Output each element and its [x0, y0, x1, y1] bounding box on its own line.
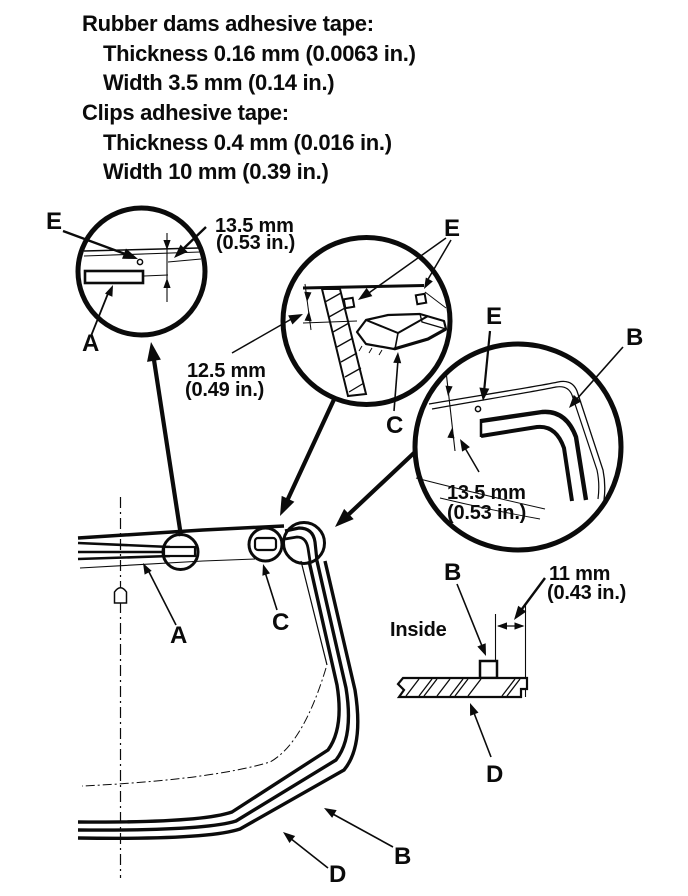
detail-circle-clip: [283, 238, 450, 405]
label-b-xsection-arrowhead: [477, 643, 490, 657]
label-d-xsection-arrowhead: [466, 701, 479, 715]
label-a-windshield: A: [170, 622, 188, 649]
mirror-bracket-mark: [115, 588, 127, 603]
label-e-clip: E: [444, 215, 461, 242]
connector-arrow-left-head: [144, 341, 161, 362]
spec-rubber-width: Width 3.5 mm (0.14 in.): [103, 70, 335, 95]
cross-section-drawing: [390, 559, 626, 788]
detail-circle-corner: [415, 344, 621, 550]
label-b-xsection: B: [444, 559, 462, 586]
spec-rubber-heading: Rubber dams adhesive tape:: [82, 11, 374, 36]
dim-molding-leader: [519, 578, 545, 613]
rubber-dam-end-bar: [164, 547, 195, 556]
rubber-dam-bar: [85, 271, 143, 283]
label-d-xsection: D: [486, 761, 504, 788]
glass-inner-curve: [82, 668, 326, 786]
pilot-hole-square-2: [416, 294, 426, 304]
dim-corner-offset-in: (0.53 in.): [447, 502, 527, 524]
dim-strip-width-in: (0.49 in.): [185, 379, 265, 401]
molding-block: [480, 661, 497, 678]
label-e-dam: E: [46, 208, 63, 235]
clip-hole-mark: [137, 259, 142, 264]
detail-circle-dam: [78, 208, 205, 335]
label-inside: Inside: [390, 619, 447, 641]
connector-arrow-middle-head: [274, 496, 295, 519]
label-b-corner: B: [626, 324, 644, 351]
connector-arrow-right: [348, 452, 415, 515]
corner-hole-mark: [475, 406, 480, 411]
spec-clips-thickness: Thickness 0.4 mm (0.016 in.): [103, 130, 392, 155]
dim-dam-offset-in: (0.53 in.): [216, 232, 296, 254]
spec-rubber-thickness: Thickness 0.16 mm (0.0063 in.): [103, 41, 416, 66]
xsection-dim-arrow-left: [497, 622, 507, 629]
xsection-dim-arrow-right: [515, 622, 525, 629]
connector-arrow-left: [154, 360, 181, 536]
connector-arrow-middle: [287, 393, 337, 501]
label-b-bottom-arrow: [331, 813, 393, 847]
pilot-hole-square-1: [344, 298, 354, 308]
dim-molding-offset-mm: 11 mm: [549, 563, 611, 585]
label-d-bottom: D: [329, 861, 347, 888]
label-c-arrowhead: [259, 563, 270, 576]
label-b-bottom-arrowhead: [322, 804, 337, 818]
dim-molding-offset-in: (0.43 in.): [547, 582, 627, 604]
spec-clips-heading: Clips adhesive tape:: [82, 100, 289, 125]
label-a-arrow: [148, 570, 176, 625]
label-d-xsection-arrow: [474, 713, 491, 757]
windshield-drawing: [78, 497, 411, 888]
spec-clips-width: Width 10 mm (0.39 in.): [103, 159, 329, 184]
label-c-arrow: [265, 572, 277, 610]
clip-mark: [255, 538, 276, 550]
dim-strip-width-mm: 12.5 mm: [187, 360, 266, 382]
dim-corner-offset-mm: 13.5 mm: [447, 482, 526, 504]
label-a-detail: A: [82, 330, 100, 357]
label-d-bottom-arrow: [290, 838, 328, 868]
label-b-xsection-arrow: [457, 584, 482, 646]
dim-dam-offset-mm: 13.5 mm: [215, 215, 294, 237]
rubber-dam-strips: [78, 543, 170, 559]
label-c-detail: C: [386, 412, 404, 439]
label-b-bottom: B: [394, 843, 412, 870]
label-e-corner: E: [486, 303, 503, 330]
spec-text-block: [82, 11, 416, 184]
label-c-windshield: C: [272, 609, 290, 636]
